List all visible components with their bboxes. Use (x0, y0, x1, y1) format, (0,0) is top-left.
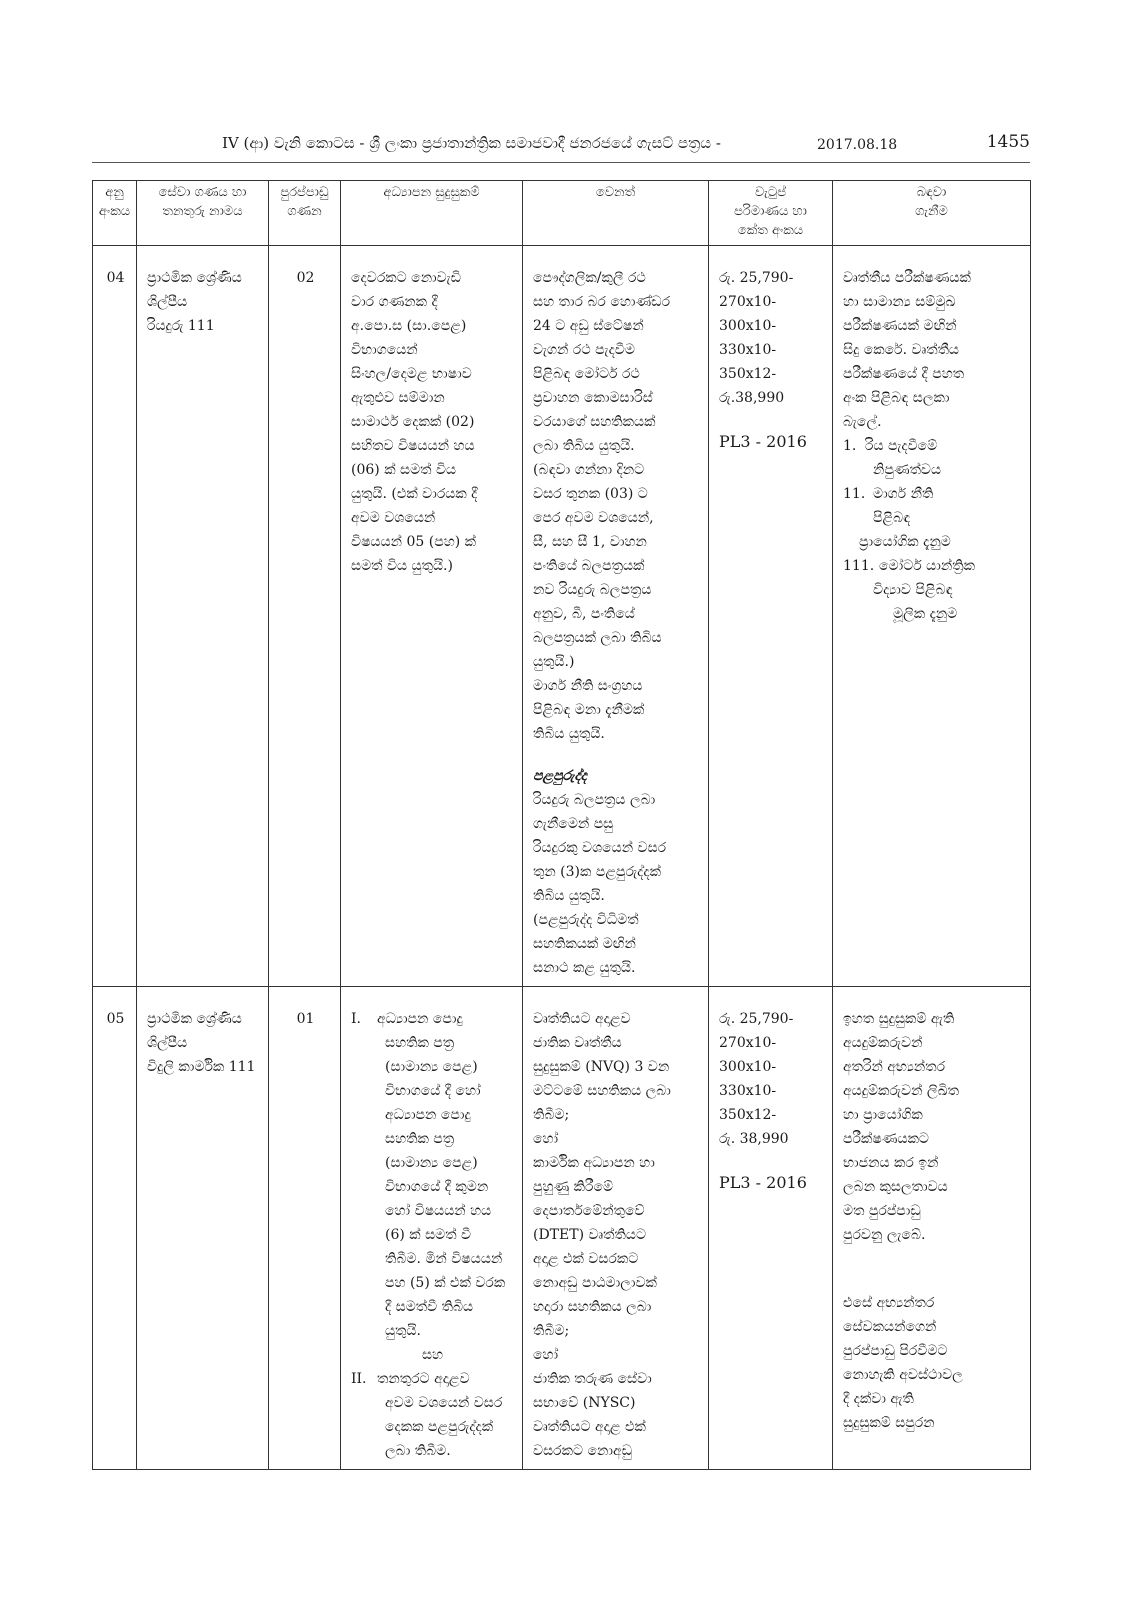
col-header-other (523, 181, 709, 246)
text-line: වෘත්තියට අදාළ එක් (533, 1419, 646, 1435)
text-line: පරිමාණය හා (734, 204, 807, 219)
text-line: සිංහල/දෙමළ භාෂාව (351, 366, 472, 382)
gazette-date: 2017.08.18 (817, 137, 898, 153)
text-line: අධ්‍යාපන පොදු (385, 1107, 471, 1123)
text-line: විභාගයේ දී කුමන (385, 1179, 489, 1195)
text-line: ශිල්පීය (147, 1035, 188, 1051)
text-line: ගැනීම (915, 204, 948, 219)
text-line: ශිල්පීය (147, 294, 188, 310)
text-line: විදුලි කාර්මික 111 (147, 1059, 256, 1075)
text-line: තනතුරු නාමය (162, 204, 243, 219)
text-line: පහ (5) ක් එක් වරක (385, 1275, 506, 1291)
text-line: සහිතව විෂයයන් හය (351, 438, 475, 454)
col-header-no (93, 181, 137, 246)
text-line: රු. 38,990 (719, 1131, 789, 1147)
text-line: මත පුරප්පාඩු (843, 1203, 921, 1219)
text-line: පිළිබඳ මනා දැනීමක් (533, 702, 645, 718)
text-line: සාමාර්ථ දෙකක් (02) (351, 414, 475, 430)
text-line: දෙවරකට නොවැඩි (351, 270, 462, 286)
text-line: නොඅඩු පාඨමාලාවක් (533, 1275, 657, 1291)
text-line: දෙකක පළපුරුද්දක් (385, 1419, 494, 1435)
text-line: සහතික පත්‍ර (385, 1035, 455, 1051)
text-line: සමත් විය යුතුයි.) (351, 558, 453, 574)
text-line: 300x10- (719, 318, 777, 334)
page-number: 1455 (986, 132, 1030, 152)
text-line: ලබා තිබීම. (385, 1443, 451, 1459)
salary-scale (709, 987, 833, 1470)
text-line: බලපත්‍රයක් ලබා තිබිය (533, 630, 662, 646)
criteria-item-line: මූලික දැනුම (893, 606, 958, 622)
text-line: රු. 25,790- (719, 1011, 794, 1027)
text-line: අ.පො.ස (සා.පෙළ) (351, 318, 467, 334)
col-header-salary (709, 181, 833, 246)
criteria-item-line: විද්‍යාව පිළිබඳ (873, 582, 953, 598)
text-line: අංක පිළිබඳ සලකා (843, 390, 950, 406)
education-qualifications (341, 246, 523, 987)
text-line: අතරින් අභ්‍යන්තර (843, 1059, 946, 1075)
text-line: අවම වශයෙන් වසර (385, 1395, 503, 1411)
text-line: ඇතුළුව සම්මාන (351, 390, 445, 406)
text-line: රියදුරකු වශයෙන් වසර (533, 840, 667, 856)
criteria-item-line: ප්‍රායෝගික දැනුම (859, 534, 951, 550)
text-line: ප්‍රාථමික ශ්‍රේණිය (147, 1011, 242, 1027)
text-line: ගණන (287, 204, 322, 219)
criteria-item: 111. මෝටර් යාන්ත්‍රික (843, 558, 975, 574)
text-line: පංතියේ බලපත්‍රයක් (533, 558, 645, 574)
text-line: නව රියදුරු බලපත්‍රය (533, 582, 652, 598)
text-line: එසේ අභ්‍යන්තර (843, 1295, 935, 1311)
text-line: වෘත්තීය පරීක්ෂණයක් (843, 270, 971, 286)
text-line: විභාගයේ දී හෝ (385, 1083, 481, 1099)
text-line: අනුව, බී, පංතියේ (533, 606, 635, 622)
text-line: මාර්ග නීති සංග්‍රහය (533, 678, 643, 694)
text-line: හෝ විෂයයන් හය (385, 1203, 492, 1219)
text-line: විභාගයෙන් (351, 342, 418, 358)
text-line: ජාතික වෘත්තීය (533, 1035, 622, 1051)
recruitment-method (833, 246, 1031, 987)
text-line: ලබා තිබිය යුතුයි. (533, 438, 635, 454)
text-line: මට්ටමේ සහතිකය ලබා (533, 1083, 671, 1099)
col-header-recruitment (833, 181, 1031, 246)
text-line: (06) ක් සමත් විය (351, 462, 457, 478)
text-line: තිබිය යුතුයි. (533, 726, 605, 742)
text-line: (සාමාන්‍ය පෙළ) (385, 1059, 478, 1075)
text-line: ඉහත සුදුසුකම් ඇති (843, 1011, 955, 1027)
text-line: තිබිය යුතුයි. (533, 888, 605, 904)
recruitment-method (833, 987, 1031, 1470)
page-header (92, 128, 1030, 163)
text-line: අදාළ එක් වසරකට (533, 1251, 639, 1267)
text-line: සී, සහ සී 1, වාහන (533, 534, 647, 550)
text-line: අවම වශයෙන් (351, 510, 436, 526)
text-line: නොහැකි අවස්ථාවල (843, 1367, 963, 1383)
text-line: පරීක්ෂණයේ දී පහත (843, 366, 965, 382)
col-header-education (341, 181, 523, 246)
vacancy-count: 01 (269, 987, 341, 1470)
text-line: සහතිකයක් මඟින් (533, 936, 636, 952)
text-line: ප්‍රවාහන කොමසාරිස් (533, 390, 653, 406)
gazette-title: IV (ආ) වැනි කොටස - ශ්‍රී ලංකා ප්‍රජාතාන්ත්‍රික සමාජවාදී ජනරජයේ ගැසට් පත්‍රය - (222, 134, 721, 152)
text-line: පුරවනු ලැබේ. (843, 1227, 926, 1243)
text-line: අයදුම්කරුවන් (843, 1035, 923, 1051)
text-line: 350x12- (719, 1107, 777, 1123)
text-line: ගැනීමෙන් පසු (533, 816, 614, 832)
salary-code: PL3 - 2016 (719, 432, 807, 451)
text-line: ලබන කුසලතාවය (843, 1179, 948, 1195)
text-line: හා සාමාන්‍ය සම්මුඛ (843, 294, 956, 310)
vacancy-table (92, 180, 1031, 1470)
education-item-2: II. තනතුරට අදාළව (351, 1371, 470, 1387)
experience-heading: පළපුරුද්ද (533, 768, 587, 784)
conjunction-and: සහ (421, 1347, 444, 1363)
text-line: අංකය (98, 204, 131, 219)
table-header-row (93, 181, 1031, 246)
text-line: පුරප්පාඩු පිරවීමට (843, 1343, 948, 1359)
text-line: යුතුයි. (එක් වාරයක දී (351, 486, 478, 502)
text-line: වරයාගේ සහතිකයක් (533, 414, 656, 430)
text-line: ජාතික තරුණ සේවා (533, 1371, 652, 1387)
salary-scale (709, 246, 833, 987)
text-line: වසරකට නොඅඩු (533, 1443, 632, 1459)
text-line: පුරප්පාඩු (280, 185, 329, 200)
text-line: 300x10- (719, 1059, 777, 1075)
criteria-item: 1. රිය පැදවීමේ (843, 438, 938, 454)
text-line: හා ප්‍රායෝගික (843, 1107, 923, 1123)
text-line: 24 ට අඩු ස්ටේෂන් (533, 318, 644, 334)
text-line: යුතුයි.) (533, 654, 575, 670)
text-line: බැලේ. (843, 414, 882, 430)
text-line: රු. 25,790- (719, 270, 794, 286)
text-line: සහ තාර බර හොණ්ඩර (533, 294, 671, 310)
row-number: 05 (93, 987, 137, 1470)
row-number: 04 (93, 246, 137, 987)
text-line: පෙර අවම වශයෙන්, (533, 510, 654, 526)
other-qualifications (523, 246, 709, 987)
text-line: දී දක්වා ඇති (843, 1391, 914, 1407)
vacancy-count: 02 (269, 246, 341, 987)
text-line: විෂයයන් 05 (පහ) ක් (351, 534, 476, 550)
text-line: සුදුසුකම් සපුරන (843, 1415, 935, 1431)
text-line: පරීක්ෂණයක් මඟින් (843, 318, 957, 334)
text-line: ප්‍රාථමික ශ්‍රේණිය (147, 270, 242, 286)
text-line: පිළිබඳ මෝටර් රථ (533, 366, 640, 382)
text-line: වෙනත් (595, 185, 636, 200)
service-name (137, 987, 269, 1470)
text-line: (පළපුරුද්ද විධිමත් (533, 912, 639, 928)
text-line: 350x12- (719, 366, 777, 382)
text-line: රු.38,990 (719, 390, 785, 406)
text-line: සේවා ගණය හා (158, 185, 247, 200)
text-line: සහතික පත්‍ර (385, 1131, 455, 1147)
text-line: තිබීම; (533, 1107, 570, 1123)
education-item-1: I. අධ්‍යාපන පොදු (351, 1011, 463, 1027)
col-header-service (137, 181, 269, 246)
text-line: සිදු කෙරේ. වෘත්තීය (843, 342, 959, 358)
salary-code: PL3 - 2016 (719, 1173, 807, 1192)
text-line: (DTET) වෘත්තියට (533, 1227, 647, 1243)
text-line: වැටුප් (754, 185, 787, 200)
text-line: සේවකයන්ගෙන් (843, 1319, 937, 1335)
text-line: අනු (105, 185, 124, 200)
text-line: 270x10- (719, 294, 777, 310)
text-line: තුන (3)ක පළපුරුද්දක් (533, 864, 661, 880)
text-line: දී සමත්වී තිබිය (385, 1299, 474, 1315)
text-line: යුතුයි. (385, 1323, 421, 1339)
text-line: සුදුසුකම් (NVQ) 3 වන (533, 1059, 670, 1075)
text-line: කාර්මික අධ්‍යාපන හා (533, 1155, 655, 1171)
text-line: වාර ගණනක දී (351, 294, 438, 310)
text-line: අයදුම්කරුවන් ලිඛිත (843, 1083, 959, 1099)
text-line: තිබීම; (533, 1323, 570, 1339)
education-qualifications (341, 987, 523, 1470)
text-line: හෝ (533, 1131, 559, 1147)
col-header-vacancies (269, 181, 341, 246)
text-line: පෞද්ගලික/කුලී රථ (533, 270, 646, 286)
criteria-item-line: නිපුණත්වය (873, 462, 942, 478)
text-line: 270x10- (719, 1035, 777, 1051)
text-line: අධ්‍යාපන සුදුසුකම් (383, 185, 480, 200)
table-row (93, 246, 1031, 987)
text-line: වැගන් රථ පැදවීම (533, 342, 635, 358)
text-line: පරීක්ෂණයකට (843, 1131, 930, 1147)
table-row (93, 987, 1031, 1470)
text-line: පුහුණු කිරීමේ (533, 1179, 614, 1195)
text-line: හදාරා සහතිකය ලබා (533, 1299, 652, 1315)
text-line: සභාවේ (NYSC) (533, 1395, 636, 1411)
text-line: හෝ (533, 1347, 559, 1363)
text-line: සනාථ කළ යුතුයි. (533, 960, 636, 976)
recruitment-criteria-list (843, 434, 1022, 626)
text-line: (සාමාන්‍ය පෙළ) (385, 1155, 478, 1171)
text-line: රියදුරු 111 (147, 318, 215, 334)
text-line: 330x10- (719, 342, 777, 358)
criteria-item: 11. මාර්ග නීති (843, 486, 934, 502)
criteria-item-line: පිළිබඳ (873, 510, 911, 526)
other-qualifications (523, 987, 709, 1470)
text-line: 330x10- (719, 1083, 777, 1099)
text-line: වෘත්තියට අදාළව (533, 1011, 631, 1027)
text-line: බඳවා (916, 185, 947, 200)
text-line: භාජනය කර ඉන් (843, 1155, 939, 1171)
text-line: දෙපාර්තමේන්තුවේ (533, 1203, 645, 1219)
service-name (137, 246, 269, 987)
text-line: රියදුරු බලපත්‍රය ලබා (533, 792, 656, 808)
text-line: වසර තුනක (03) ට (533, 486, 648, 502)
text-line: තිබීම. මින් විෂයයන් (385, 1251, 503, 1267)
text-line: (බඳවා ගන්නා දිනට (533, 462, 645, 478)
text-line: (6) ක් සමත් වී (385, 1227, 472, 1243)
text-line: කේත අංකය (737, 223, 804, 238)
